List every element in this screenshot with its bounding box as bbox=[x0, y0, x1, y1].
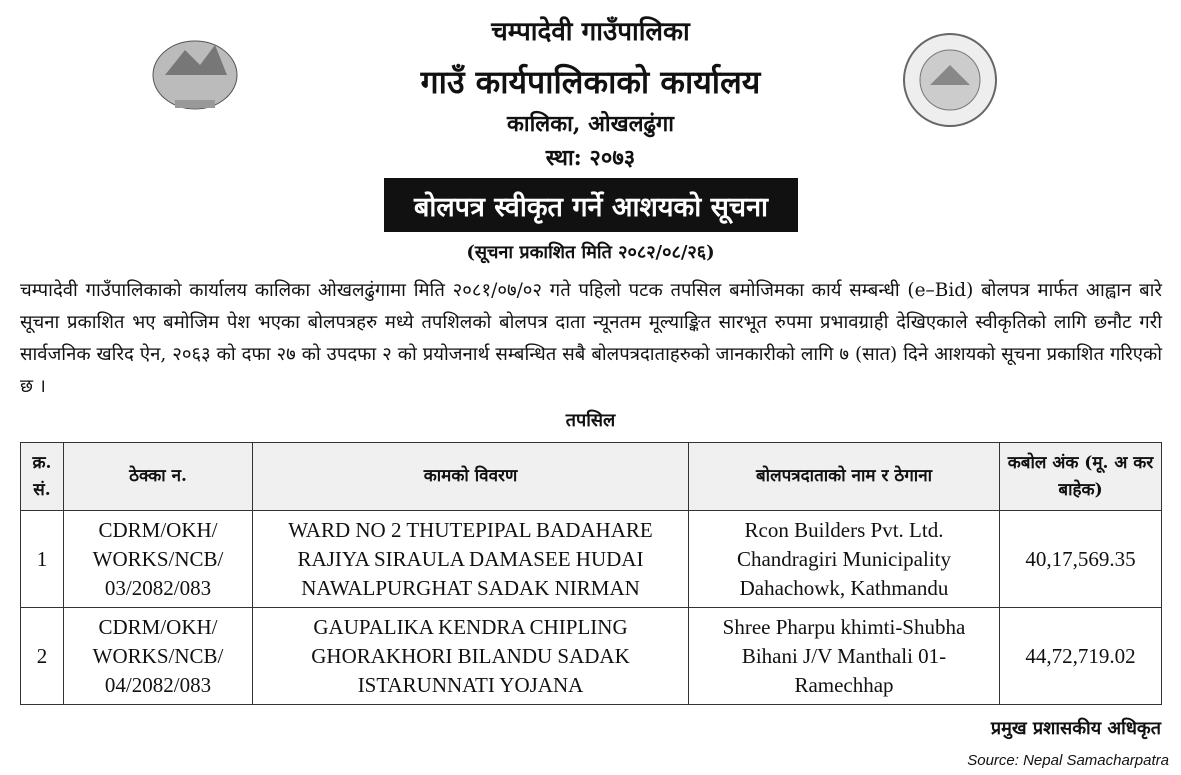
cell-contract: CDRM/OKH/ WORKS/NCB/ 04/2082/083 bbox=[64, 608, 253, 705]
table-row bbox=[21, 608, 1162, 705]
cell-sn: 1 bbox=[21, 511, 64, 608]
col-contract: ठेक्का न. bbox=[64, 443, 253, 511]
cell-amount: 40,17,569.35 bbox=[1000, 511, 1162, 608]
office-location: कालिका, ओखलढुंगा bbox=[506, 111, 674, 137]
notice-body: चम्पादेवी गाउँपालिकाको कार्यालय कालिका ओखलढुंगामा मिति २०८१/०७/०२ गते पहिलो पटक तपसिल बमोजिमका कार्य सम्बन्धी (e–Bid) बोलपत्र मार्फत आह्वान बारे सूचना प्रकाशित भए बमोजिम पेश भएका बोलपत्रहरु मध्ये तपशिलको बोलपत्र दाता न्यूनतम मूल्याङ्कित सारभूत रुपमा प्रभावग्राही देखिएकाले स्वीकृतिको लागि छनौट गरी सार्वजनिक खरिद ऐन, २०६३ को दफा २७ को उपदफा २ को प्रयोजनार्थ सम्बन्धित सबै बोलपत्रदाताहरुको जानकारीको लागि ७ (सात) दिने आशयको सूचना प्रकाशित गरिएको छ । bbox=[20, 280, 1162, 397]
source-credit: Source: Nepal Samacharpatra bbox=[967, 752, 1169, 769]
published-date: (सूचना प्रकाशित मिति २०८२/०८/२६) bbox=[466, 242, 715, 263]
cell-amount: 44,72,719.02 bbox=[1000, 608, 1162, 705]
details-heading: तपसिल bbox=[565, 410, 616, 431]
col-amount: कबोल अंक (मू. अ कर बाहेक) bbox=[1000, 443, 1162, 511]
notice-title: बोलपत्र स्वीकृत गर्ने आशयको सूचना bbox=[384, 178, 798, 232]
cell-description: GAUPALIKA KENDRA CHIPLING GHORAKHORI BILANDU SADAK ISTARUNNATI YOJANA bbox=[253, 608, 689, 705]
bid-table bbox=[20, 442, 1162, 705]
col-description: कामको विवरण bbox=[253, 443, 689, 511]
col-bidder: बोलपत्रदाताको नाम र ठेगाना bbox=[689, 443, 1000, 511]
table-row bbox=[21, 511, 1162, 608]
cell-bidder: Rcon Builders Pvt. Ltd. Chandragiri Municipality Dahachowk, Kathmandu bbox=[689, 511, 1000, 608]
cell-bidder: Shree Pharpu khimti-Shubha Bihani J/V Manthali 01-Ramechhap bbox=[689, 608, 1000, 705]
municipality-name: चम्पादेवी गाउँपालिका bbox=[491, 17, 690, 47]
office-name: गाउँ कार्यपालिकाको कार्यालय bbox=[420, 63, 761, 101]
established-year: स्था: २०७३ bbox=[545, 145, 636, 171]
cell-description: WARD NO 2 THUTEPIPAL BADAHARE RAJIYA SIRAULA DAMASEE HUDAI NAWALPURGHAT SADAK NIRMAN bbox=[253, 511, 689, 608]
col-sn: क्र. सं. bbox=[21, 443, 64, 511]
cell-contract: CDRM/OKH/ WORKS/NCB/ 03/2082/083 bbox=[64, 511, 253, 608]
table-header-row bbox=[21, 443, 1162, 511]
cell-sn: 2 bbox=[21, 608, 64, 705]
signatory-title: प्रमुख प्रशासकीय अधिकृत bbox=[990, 718, 1161, 739]
